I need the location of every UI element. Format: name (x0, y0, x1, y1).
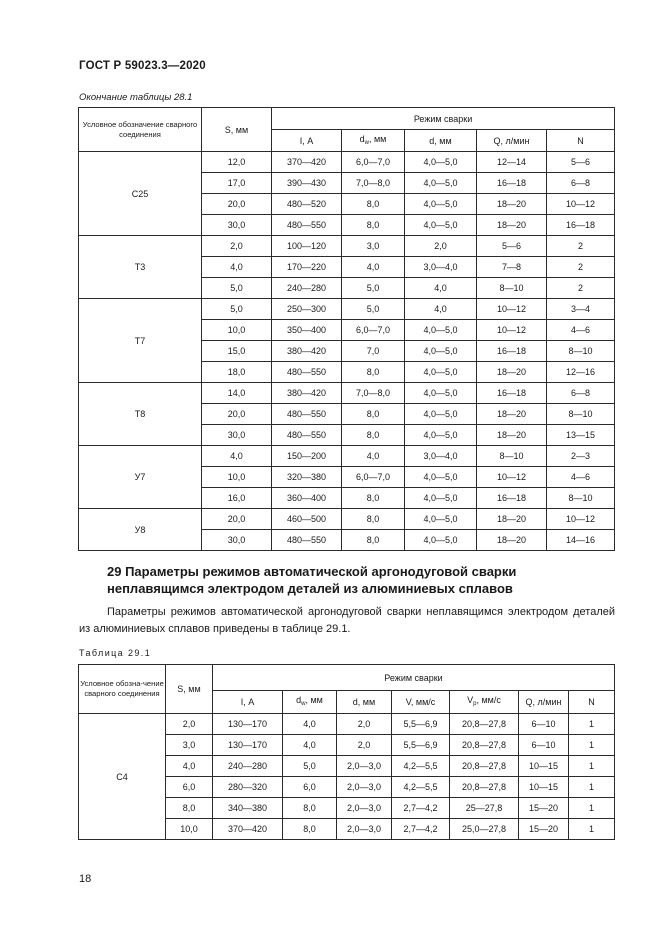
table-cell: 5,0 (202, 278, 272, 299)
header-dw-sub: w (301, 701, 306, 707)
table-cell: 480—550 (272, 404, 342, 425)
table-cell: 5,5—6,9 (392, 735, 450, 756)
table-cell: 4,0 (283, 714, 337, 735)
table-cell: 18—20 (477, 215, 547, 236)
header-dw-sub: w (364, 139, 369, 146)
table-cell: 2,0 (337, 735, 392, 756)
table-cell: 3,0—4,0 (405, 446, 477, 467)
table-cell: 3,0 (166, 735, 213, 756)
table-cell: 4,0—5,0 (405, 152, 477, 173)
table-cell: 8—10 (477, 446, 547, 467)
table-row (79, 446, 615, 467)
table-cell: 480—550 (272, 530, 342, 551)
table-cell: 4,0—5,0 (405, 215, 477, 236)
joint-cell: С25 (79, 152, 202, 236)
header-vp-main: V (467, 695, 474, 705)
table-cell: 7—8 (477, 257, 547, 278)
table-cell: 2,0 (166, 714, 213, 735)
table-cell: 5,0 (342, 299, 405, 320)
table-cell: 6,0—7,0 (342, 320, 405, 341)
table-cell: 10,0 (166, 819, 213, 840)
table-cell: 18—20 (477, 530, 547, 551)
table-cell: 4,0—5,0 (405, 488, 477, 509)
table-cell: 4,0 (202, 446, 272, 467)
table-cell: 6—10 (519, 714, 569, 735)
table-cell: 15—20 (519, 798, 569, 819)
table-cell: 2,0—3,0 (337, 798, 392, 819)
table-cell: 30,0 (202, 425, 272, 446)
table-cell: 18—20 (477, 362, 547, 383)
header-electrode-diameter (283, 691, 337, 714)
table-28-1 (78, 107, 615, 551)
table-cell: 4,0—5,0 (405, 194, 477, 215)
table-cell: 2—3 (547, 446, 615, 467)
page-number: 18 (79, 873, 92, 885)
table-cell: 6—8 (547, 383, 615, 404)
table-cell: 4,2—5,5 (392, 777, 450, 798)
table-cell: 18—20 (477, 509, 547, 530)
table-cell: 4,0—5,0 (405, 530, 477, 551)
header-dw-main: d (359, 133, 365, 144)
table-cell: 4,0 (202, 257, 272, 278)
table-cell: 250—300 (272, 299, 342, 320)
table-cell: 18—20 (477, 404, 547, 425)
table-cell: 480—550 (272, 425, 342, 446)
table-cell: 25,0—27,8 (450, 819, 519, 840)
table-row (79, 152, 615, 173)
table-cell: 460—500 (272, 509, 342, 530)
header-joint: Условное обозначение сварного соединения (79, 108, 202, 152)
table-cell: 20,8—27,8 (450, 714, 519, 735)
table-cell: 4,0 (405, 299, 477, 320)
table-cell: 8—10 (477, 278, 547, 299)
table-row (79, 236, 615, 257)
header-electrode-diameter (342, 130, 405, 152)
joint-cell: У8 (79, 509, 202, 551)
table-cell: 10—15 (519, 777, 569, 798)
table-cell: 14—16 (547, 530, 615, 551)
table-cell: 13—15 (547, 425, 615, 446)
table-cell: 20,8—27,8 (450, 777, 519, 798)
table-cell: 320—380 (272, 467, 342, 488)
table-row (79, 299, 615, 320)
table-cell: 480—520 (272, 194, 342, 215)
table-cell: 150—200 (272, 446, 342, 467)
table-cell: 4,0—5,0 (405, 467, 477, 488)
table-29-1-caption: Таблица 29.1 (79, 648, 152, 658)
table-cell: 480—550 (272, 215, 342, 236)
joint-cell: Т3 (79, 236, 202, 299)
table-cell: 280—320 (213, 777, 283, 798)
table-cell: 8,0 (342, 215, 405, 236)
joint-cell: Т8 (79, 383, 202, 446)
paragraph-text: Параметры режимов автоматической аргонодуговой сварки неплавящимся электродом деталей из алюминиевых сплавов приведены в таблице 29.1. (79, 606, 615, 635)
table-cell: 4—6 (547, 467, 615, 488)
table-cell: 4,0 (405, 278, 477, 299)
table-cell: 16—18 (477, 488, 547, 509)
table-cell: 10—12 (477, 299, 547, 320)
header-joint: Условное обозна-чение сварного соединения (79, 665, 166, 714)
table-cell: 2,7—4,2 (392, 819, 450, 840)
table-cell: 12,0 (202, 152, 272, 173)
table-cell: 6—8 (547, 173, 615, 194)
table-cell: 10—12 (477, 467, 547, 488)
table-cell: 1 (569, 756, 615, 777)
table-cell: 4,0 (342, 446, 405, 467)
header-welding-speed: V, мм/с (392, 691, 450, 714)
header-gas-flow: Q, л/мин (477, 130, 547, 152)
table-cell: 18,0 (202, 362, 272, 383)
table-cell: 18—20 (477, 194, 547, 215)
document-header-title: ГОСТ Р 59023.3—2020 (79, 60, 206, 72)
table-cell: 2,0—3,0 (337, 756, 392, 777)
table-cell: 2,0 (405, 236, 477, 257)
table-cell: 4—6 (547, 320, 615, 341)
table-cell: 2,0 (337, 714, 392, 735)
table-cell: 8,0 (342, 404, 405, 425)
table-cell: 130—170 (213, 735, 283, 756)
section-29-heading: 29 Параметры режимов автоматической аргонодуговой сварки неплавящимся электродом деталей из алюминиевых сплавов (107, 564, 517, 596)
table-row (79, 383, 615, 404)
table-cell: 16,0 (202, 488, 272, 509)
table-cell: 20,0 (202, 404, 272, 425)
table-cell: 2,7—4,2 (392, 798, 450, 819)
table-cell: 4,0—5,0 (405, 341, 477, 362)
table-cell: 370—420 (272, 152, 342, 173)
table-cell: 350—400 (272, 320, 342, 341)
table-cell: 16—18 (477, 383, 547, 404)
table-cell: 2,0—3,0 (337, 819, 392, 840)
table-cell: 5,5—6,9 (392, 714, 450, 735)
joint-cell: С4 (79, 714, 166, 840)
joint-cell: У7 (79, 446, 202, 509)
table-28-1-caption: Окончание таблицы 28.1 (79, 92, 193, 103)
table-cell: 8,0 (283, 798, 337, 819)
table-cell: 8,0 (342, 362, 405, 383)
table-cell: 8—10 (547, 404, 615, 425)
table-cell: 2,0 (202, 236, 272, 257)
table-cell: 8,0 (283, 819, 337, 840)
table-cell: 4,0 (166, 756, 213, 777)
joint-cell: Т7 (79, 299, 202, 383)
table-cell: 10—12 (547, 509, 615, 530)
table-cell: 8—10 (547, 341, 615, 362)
table-cell: 2 (547, 278, 615, 299)
header-nozzle-diameter: d, мм (337, 691, 392, 714)
table-cell: 380—420 (272, 383, 342, 404)
table-cell: 17,0 (202, 173, 272, 194)
table-cell: 5,0 (202, 299, 272, 320)
table-cell: 6—10 (519, 735, 569, 756)
table-cell: 10—12 (477, 320, 547, 341)
header-vp-sub: p (473, 701, 477, 707)
table-cell: 30,0 (202, 215, 272, 236)
header-nozzle-diameter: d, мм (405, 130, 477, 152)
table-cell: 1 (569, 714, 615, 735)
table-cell: 20,8—27,8 (450, 735, 519, 756)
table-cell: 480—550 (272, 362, 342, 383)
header-dw-unit: , мм (305, 695, 323, 705)
header-dw-main: d (296, 695, 302, 705)
table-cell: 10—15 (519, 756, 569, 777)
table-cell: 4,0—5,0 (405, 425, 477, 446)
header-dw-unit: , мм (368, 133, 387, 144)
table-cell: 16—18 (477, 341, 547, 362)
table-29-1 (78, 664, 615, 840)
header-welding-mode: Режим сварки (213, 665, 615, 691)
header-thickness: S, мм (202, 108, 272, 152)
table-cell: 5—6 (547, 152, 615, 173)
table-cell: 8,0 (342, 488, 405, 509)
table-cell: 5,0 (283, 756, 337, 777)
table-cell: 2 (547, 236, 615, 257)
table-row (79, 509, 615, 530)
table-cell: 2,0—3,0 (337, 777, 392, 798)
header-welding-mode: Режим сварки (272, 108, 615, 130)
table-cell: 1 (569, 777, 615, 798)
table-cell: 6,0—7,0 (342, 467, 405, 488)
table-cell: 8,0 (342, 509, 405, 530)
table-cell: 1 (569, 798, 615, 819)
table-cell: 380—420 (272, 341, 342, 362)
table-cell: 7,0—8,0 (342, 173, 405, 194)
header-wire-speed (450, 691, 519, 714)
table-cell: 15,0 (202, 341, 272, 362)
table-cell: 370—420 (213, 819, 283, 840)
table-cell: 3,0 (342, 236, 405, 257)
table-cell: 16—18 (477, 173, 547, 194)
table-cell: 6,0—7,0 (342, 152, 405, 173)
header-passes: N (569, 691, 615, 714)
table-cell: 10,0 (202, 467, 272, 488)
table-cell: 4,2—5,5 (392, 756, 450, 777)
table-cell: 6,0 (283, 777, 337, 798)
table-cell: 1 (569, 819, 615, 840)
table-cell: 4,0—5,0 (405, 362, 477, 383)
header-gas-flow: Q, л/мин (519, 691, 569, 714)
table-cell: 130—170 (213, 714, 283, 735)
table-cell: 8,0 (342, 425, 405, 446)
table-cell: 240—280 (213, 756, 283, 777)
header-passes: N (547, 130, 615, 152)
table-cell: 25—27,8 (450, 798, 519, 819)
table-cell: 4,0—5,0 (405, 509, 477, 530)
table-cell: 390—430 (272, 173, 342, 194)
table-cell: 8—10 (547, 488, 615, 509)
table-cell: 3,0—4,0 (405, 257, 477, 278)
table-cell: 12—14 (477, 152, 547, 173)
table-cell: 100—120 (272, 236, 342, 257)
table-cell: 1 (569, 735, 615, 756)
table-cell: 4,0—5,0 (405, 173, 477, 194)
table-cell: 8,0 (342, 530, 405, 551)
table-cell: 4,0 (283, 735, 337, 756)
table-cell: 18—20 (477, 425, 547, 446)
table-cell: 340—380 (213, 798, 283, 819)
table-cell: 8,0 (342, 194, 405, 215)
table-cell: 4,0 (342, 257, 405, 278)
table-cell: 6,0 (166, 777, 213, 798)
table-cell: 360—400 (272, 488, 342, 509)
table-cell: 30,0 (202, 530, 272, 551)
table-cell: 20,0 (202, 194, 272, 215)
table-cell: 15—20 (519, 819, 569, 840)
table-cell: 10—12 (547, 194, 615, 215)
table-cell: 240—280 (272, 278, 342, 299)
table-cell: 7,0 (342, 341, 405, 362)
table-cell: 170—220 (272, 257, 342, 278)
table-cell: 4,0—5,0 (405, 404, 477, 425)
table-cell: 12—16 (547, 362, 615, 383)
table-cell: 5—6 (477, 236, 547, 257)
table-cell: 16—18 (547, 215, 615, 236)
section-29-paragraph (79, 604, 615, 638)
table-cell: 5,0 (342, 278, 405, 299)
table-cell: 2 (547, 257, 615, 278)
header-current: I, А (272, 130, 342, 152)
table-cell: 10,0 (202, 320, 272, 341)
header-current: I, А (213, 691, 283, 714)
table-cell: 20,0 (202, 509, 272, 530)
table-cell: 8,0 (166, 798, 213, 819)
table-row (79, 714, 615, 735)
table-cell: 4,0—5,0 (405, 383, 477, 404)
table-cell: 4,0—5,0 (405, 320, 477, 341)
table-cell: 20,8—27,8 (450, 756, 519, 777)
header-thickness: S, мм (166, 665, 213, 714)
table-cell: 7,0—8,0 (342, 383, 405, 404)
header-vp-unit: , мм/с (476, 695, 501, 705)
table-cell: 14,0 (202, 383, 272, 404)
table-cell: 3—4 (547, 299, 615, 320)
